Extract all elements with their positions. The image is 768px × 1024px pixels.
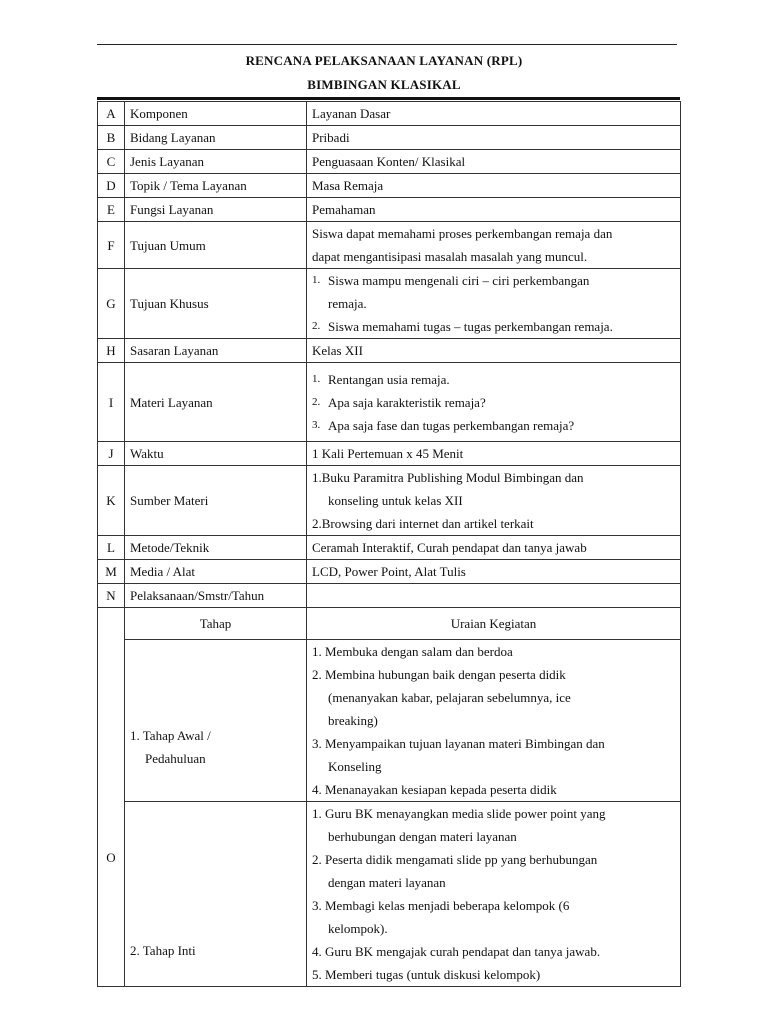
row-value: Masa Remaja (307, 174, 681, 198)
row-letter: C (98, 150, 125, 174)
row-letter: F (98, 222, 125, 269)
row-value (307, 584, 681, 608)
row-c (98, 150, 681, 174)
value-line: 1.Buku Paramitra Publishing Modul Bimbingan dan (312, 470, 584, 485)
row-letter: G (98, 269, 125, 339)
row-i (98, 363, 681, 442)
row-letter: H (98, 339, 125, 363)
item-number: 3. (312, 418, 321, 431)
activity-line: berhubungan dengan materi layanan (328, 829, 517, 844)
item-text: Rentangan usia remaja. (328, 371, 450, 387)
row-letter: N (98, 584, 125, 608)
activity-line: 4. Menanayakan kesiapan kepada peserta didik (312, 782, 557, 797)
list-item (312, 391, 675, 414)
row-n (98, 584, 681, 608)
row-label: Materi Layanan (125, 363, 307, 442)
item-text: Siswa mampu mengenali ciri – ciri perkembangan (328, 273, 590, 288)
row-label: Sumber Materi (125, 466, 307, 536)
row-letter: E (98, 198, 125, 222)
column-header-uraian: Uraian Kegiatan (307, 608, 681, 640)
activity-line: 2. Peserta didik mengamati slide pp yang berhubungan (312, 852, 598, 867)
row-label: Pelaksanaan/Smstr/Tahun (125, 584, 307, 608)
row-value: Penguasaan Konten/ Klasikal (307, 150, 681, 174)
column-header-tahap: Tahap (125, 608, 307, 640)
item-number: 2. (312, 395, 321, 408)
row-h (98, 339, 681, 363)
activity-line: 1. Membuka dengan salam dan berdoa (312, 644, 513, 659)
activity-line: 5. Memberi tugas (untuk diskusi kelompok) (312, 967, 541, 982)
row-value (307, 466, 681, 536)
row-label: Tujuan Umum (125, 222, 307, 269)
row-f (98, 222, 681, 269)
row-label: Waktu (125, 442, 307, 466)
row-e (98, 198, 681, 222)
row-label: Metode/Teknik (125, 536, 307, 560)
document-subtitle: BIMBINGAN KLASIKAL (307, 77, 461, 92)
item-number: 2. (312, 320, 321, 332)
value-line: konseling untuk kelas XII (328, 493, 463, 508)
row-d (98, 174, 681, 198)
top-rule (97, 44, 677, 45)
activity-line: Konseling (328, 759, 382, 774)
row-label: Jenis Layanan (125, 150, 307, 174)
row-l (98, 536, 681, 560)
list-item (312, 269, 675, 292)
item-text: Apa saja fase dan tugas perkembangan remaja? (328, 417, 575, 433)
item-text: Apa saja karakteristik remaja? (328, 394, 486, 410)
row-label: Tujuan Khusus (125, 269, 307, 339)
item-continuation: remaja. (328, 296, 367, 311)
activity-line: 3. Membagi kelas menjadi beberapa kelompok (6 (312, 898, 570, 913)
row-letter: O (98, 608, 125, 987)
row-letter: K (98, 466, 125, 536)
value-line: dapat mengantisipasi masalah masalah yang muncul. (312, 249, 588, 264)
stage-label-line: Pedahuluan (145, 751, 206, 766)
row-value (307, 269, 681, 339)
activity-line: dengan materi layanan (328, 875, 446, 890)
value-line: 2.Browsing dari internet dan artikel terkait (312, 516, 534, 531)
stage-activities (307, 802, 681, 987)
row-value: Pribadi (307, 126, 681, 150)
row-k (98, 466, 681, 536)
activity-line: 2. Membina hubungan baik dengan peserta didik (312, 667, 566, 682)
row-label: Komponen (125, 102, 307, 126)
stage-activities (307, 640, 681, 802)
row-value: Layanan Dasar (307, 102, 681, 126)
document-title: RENCANA PELAKSANAAN LAYANAN (RPL) (245, 53, 523, 68)
row-letter: I (98, 363, 125, 442)
row-label: Sasaran Layanan (125, 339, 307, 363)
row-letter: M (98, 560, 125, 584)
stage-label (125, 640, 307, 802)
row-letter: D (98, 174, 125, 198)
activity-line: kelompok). (328, 921, 388, 936)
item-number: 1. (312, 274, 321, 286)
row-a (98, 102, 681, 126)
row-letter: J (98, 442, 125, 466)
list-item (312, 315, 675, 338)
row-letter: B (98, 126, 125, 150)
row-label: Media / Alat (125, 560, 307, 584)
row-o-stage2 (98, 802, 681, 987)
item-number: 1. (312, 372, 321, 385)
row-label: Topik / Tema Layanan (125, 174, 307, 198)
stage-label: 2. Tahap Inti (125, 802, 307, 987)
row-label: Fungsi Layanan (125, 198, 307, 222)
row-value (307, 363, 681, 442)
row-value: Ceramah Interaktif, Curah pendapat dan tanya jawab (307, 536, 681, 560)
row-b (98, 126, 681, 150)
row-j (98, 442, 681, 466)
activity-line: (menanyakan kabar, pelajaran sebelumnya, ice (328, 690, 571, 705)
activity-line: 1. Guru BK menayangkan media slide power point yang (312, 806, 606, 821)
activity-line: 3. Menyampaikan tujuan layanan materi Bimbingan dan (312, 736, 605, 751)
row-value (307, 222, 681, 269)
title-underline (97, 97, 680, 100)
row-value: LCD, Power Point, Alat Tulis (307, 560, 681, 584)
activity-line: breaking) (328, 713, 378, 728)
rpl-table (97, 101, 681, 987)
row-label: Bidang Layanan (125, 126, 307, 150)
row-letter: A (98, 102, 125, 126)
row-g (98, 269, 681, 339)
activity-line: 4. Guru BK mengajak curah pendapat dan tanya jawab. (312, 944, 601, 959)
row-value: Kelas XII (307, 339, 681, 363)
list-item (312, 368, 675, 391)
list-item (312, 414, 675, 437)
row-m (98, 560, 681, 584)
row-o-header (98, 608, 681, 640)
row-letter: L (98, 536, 125, 560)
value-line: Siswa dapat memahami proses perkembangan remaja dan (312, 226, 613, 241)
row-value: 1 Kali Pertemuan x 45 Menit (307, 442, 681, 466)
row-o-stage1 (98, 640, 681, 802)
row-value: Pemahaman (307, 198, 681, 222)
item-text: Siswa memahami tugas – tugas perkembangan remaja. (328, 319, 613, 334)
stage-label-line: 1. Tahap Awal / (130, 728, 211, 743)
